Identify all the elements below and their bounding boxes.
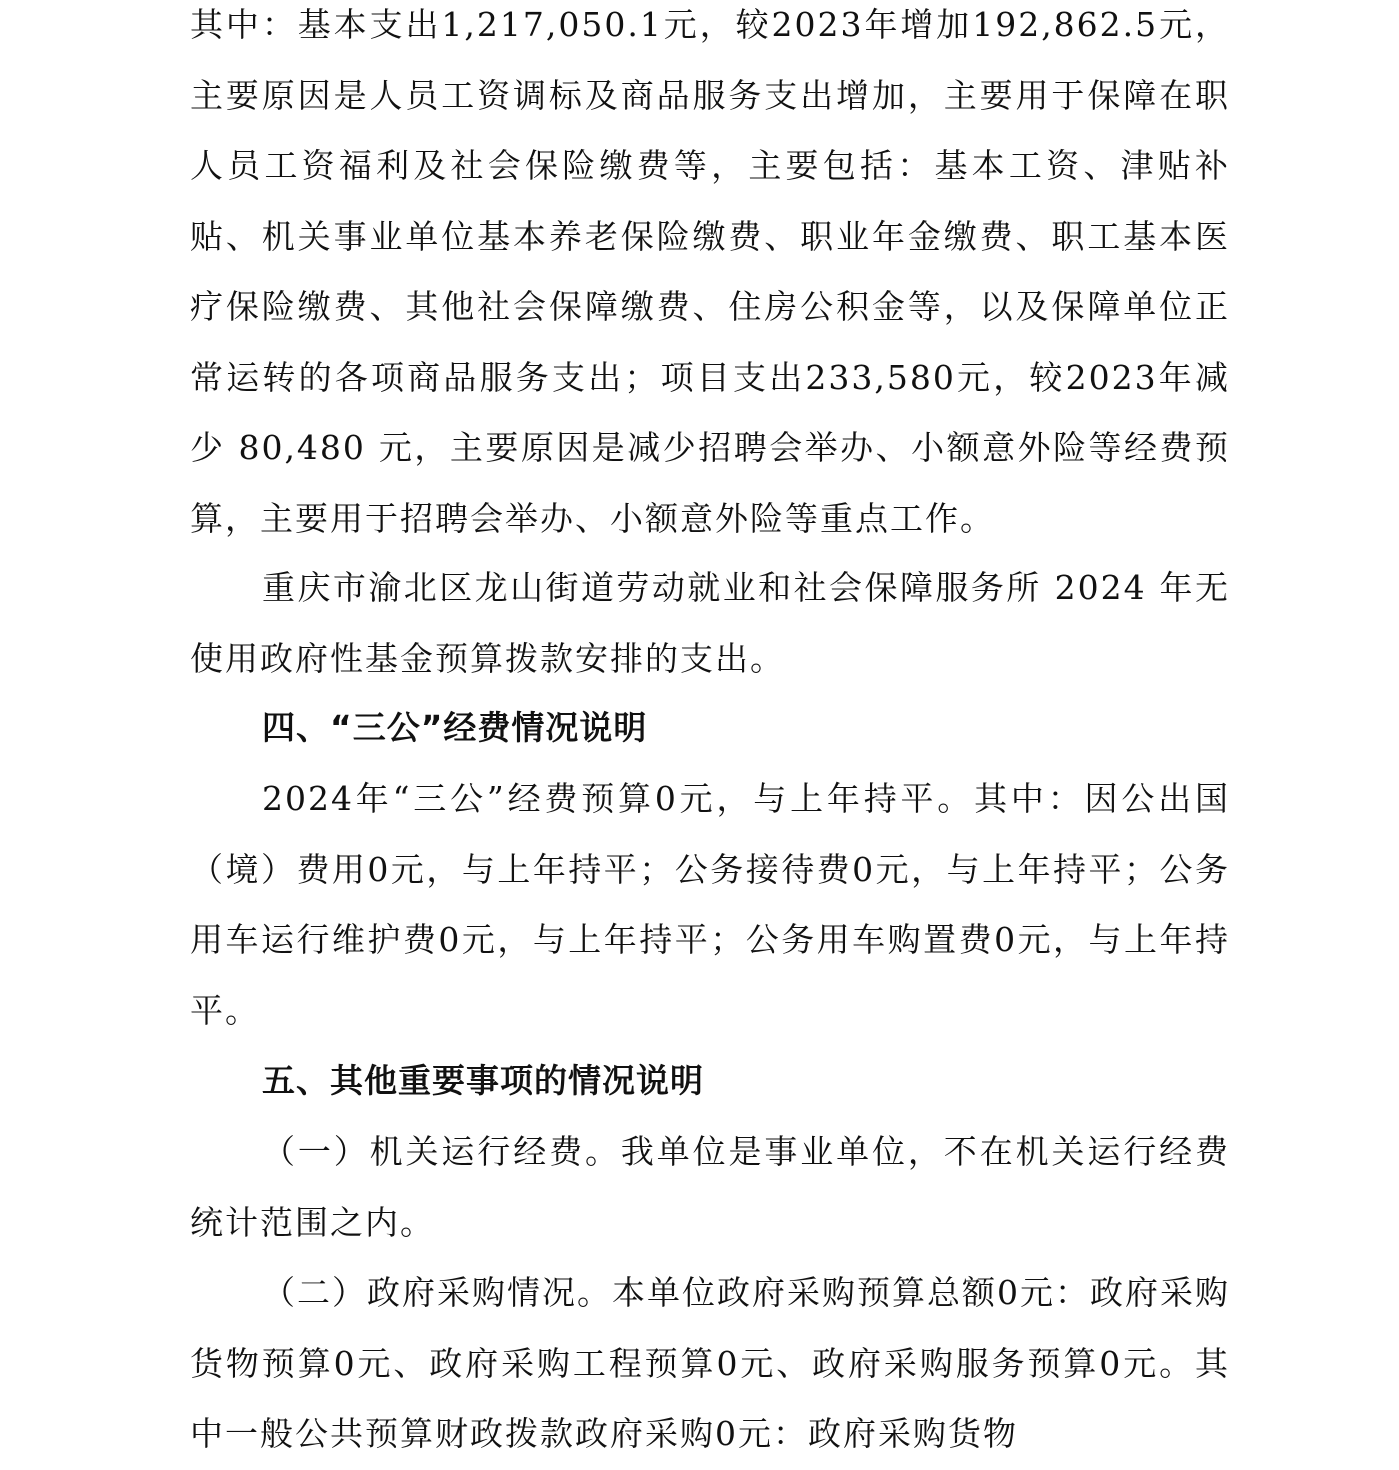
paragraph-government-procurement: （二）政府采购情况。本单位政府采购预算总额0元：政府采购货物预算0元、政府采购工程预算0元、政府采购服务预算0元。其中一般公共预算财政拨款政府采购0元：政府采购货物 (190, 1273, 1230, 1453)
paragraph-agency-operating-expenses: （一）机关运行经费。我单位是事业单位，不在机关运行经费统计范围之内。 (190, 1132, 1230, 1242)
paragraph-basic-and-project-expenditure: 其中：基本支出1,217,050.1元，较2023年增加192,862.5元，主要原因是人员工资调标及商品服务支出增加，主要用于保障在职人员工资福利及社会保险缴费等，主要包括：基本工资、津贴补贴、机关事业单位基本养老保险缴费、职业年金缴费、职工基本医疗保险缴费、其他社会保障缴费、住房公积金等，以及保障单位正常运转的各项商品服务支出；项目支出233,580元，较2023年减少 80,480 元，主要原因是减少招聘会举办、小额意外险等经费预算，主要用于招聘会举办、小额意外险等重点工作。 (190, 5, 1230, 538)
section-heading-other-important-matters: 五、其他重要事项的情况说明 (262, 1061, 704, 1100)
section-heading-three-public-expenses: 四、“三公”经费情况说明 (262, 708, 648, 747)
paragraph-government-fund-budget: 重庆市渝北区龙山街道劳动就业和社会保障服务所 2024 年无使用政府性基金预算拨款安排的支出。 (190, 568, 1230, 678)
paragraph-three-public-expenses: 2024年“三公”经费预算0元，与上年持平。其中：因公出国（境）费用0元，与上年持平；公务接待费0元，与上年持平；公务用车运行维护费0元，与上年持平；公务用车购置费0元，与上年持平。 (190, 779, 1230, 1030)
